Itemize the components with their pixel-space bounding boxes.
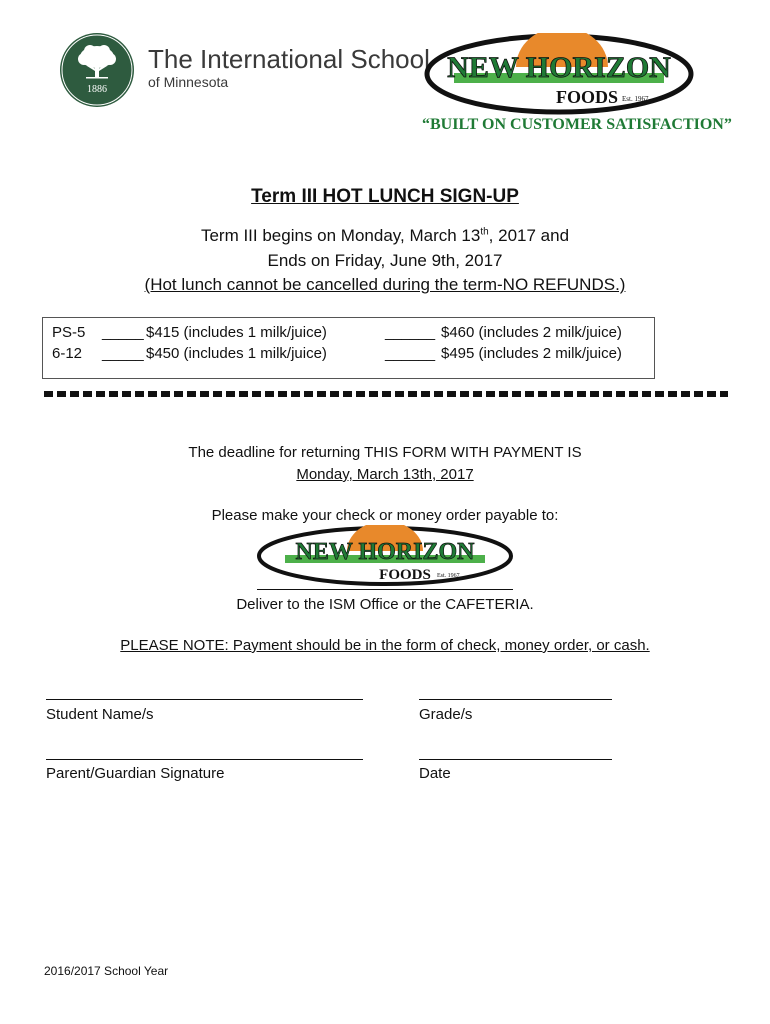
vendor-logo	[424, 33, 694, 115]
tree-icon	[60, 33, 134, 107]
vendor-name-line1: NEW HORIZON	[447, 51, 671, 84]
checkbox-blank[interactable]: ______	[385, 324, 436, 341]
form-title: Term III HOT LUNCH SIGN-UP	[251, 186, 519, 207]
cut-line-divider	[44, 391, 728, 397]
term-begins-text: Term III begins on Monday, March 13th, 2017 and	[200, 226, 570, 245]
price-option-2: $460 (includes 2 milk/juice)	[441, 324, 622, 341]
parent-signature-label: Parent/Guardian Signature	[46, 765, 225, 782]
school-subtitle: of Minnesota	[148, 74, 229, 90]
term-ends-text: Ends on Friday, June 9th, 2017	[267, 251, 503, 270]
no-refunds-note: (Hot lunch cannot be cancelled during the term-NO REFUNDS.)	[144, 275, 626, 294]
grade-label: PS-5	[52, 324, 86, 341]
checkbox-blank[interactable]: _____	[102, 324, 144, 341]
date-label: Date	[419, 765, 451, 782]
deadline-date: Monday, March 13th, 2017	[296, 466, 474, 483]
price-option-1: $415 (includes 1 milk/juice)	[146, 324, 327, 341]
deliver-text: Deliver to the ISM Office or the CAFETERIA.	[236, 596, 534, 613]
vendor-name-line2: FOODS	[379, 567, 431, 583]
grade-label: 6-12	[52, 345, 83, 362]
payable-text: Please make your check or money order payable to:	[211, 507, 559, 524]
school-year-footer: 2016/2017 School Year	[44, 964, 169, 978]
vendor-name-line2: FOODS	[555, 87, 619, 107]
grade-label: Grade/s	[419, 706, 473, 723]
parent-signature-field[interactable]	[46, 759, 363, 760]
checkbox-blank[interactable]: ______	[385, 345, 436, 362]
vendor-name-line1: NEW HORIZON	[295, 539, 475, 565]
deadline-text: The deadline for returning THIS FORM WITH PAYMENT IS	[188, 444, 582, 461]
school-founded-year: 1886	[87, 84, 107, 95]
checkbox-blank[interactable]: _____	[102, 345, 144, 362]
student-name-field[interactable]	[46, 699, 363, 700]
price-options-box	[42, 317, 655, 379]
payee-underline	[257, 589, 513, 590]
payment-note: PLEASE NOTE: Payment should be in the form of check, money order, or cash.	[120, 637, 650, 654]
vendor-logo-small	[255, 525, 515, 587]
vendor-tagline: “BUILT ON CUSTOMER SATISFACTION”	[422, 116, 732, 133]
vendor-est: Est. 1967	[622, 95, 649, 103]
price-option-2: $495 (includes 2 milk/juice)	[441, 345, 622, 362]
vendor-est: Est. 1967	[437, 573, 460, 579]
school-logo-seal	[60, 33, 134, 107]
grade-field[interactable]	[419, 699, 612, 700]
school-name: The International School	[148, 44, 430, 74]
date-field[interactable]	[419, 759, 612, 760]
student-name-label: Student Name/s	[46, 706, 154, 723]
price-option-1: $450 (includes 1 milk/juice)	[146, 345, 327, 362]
